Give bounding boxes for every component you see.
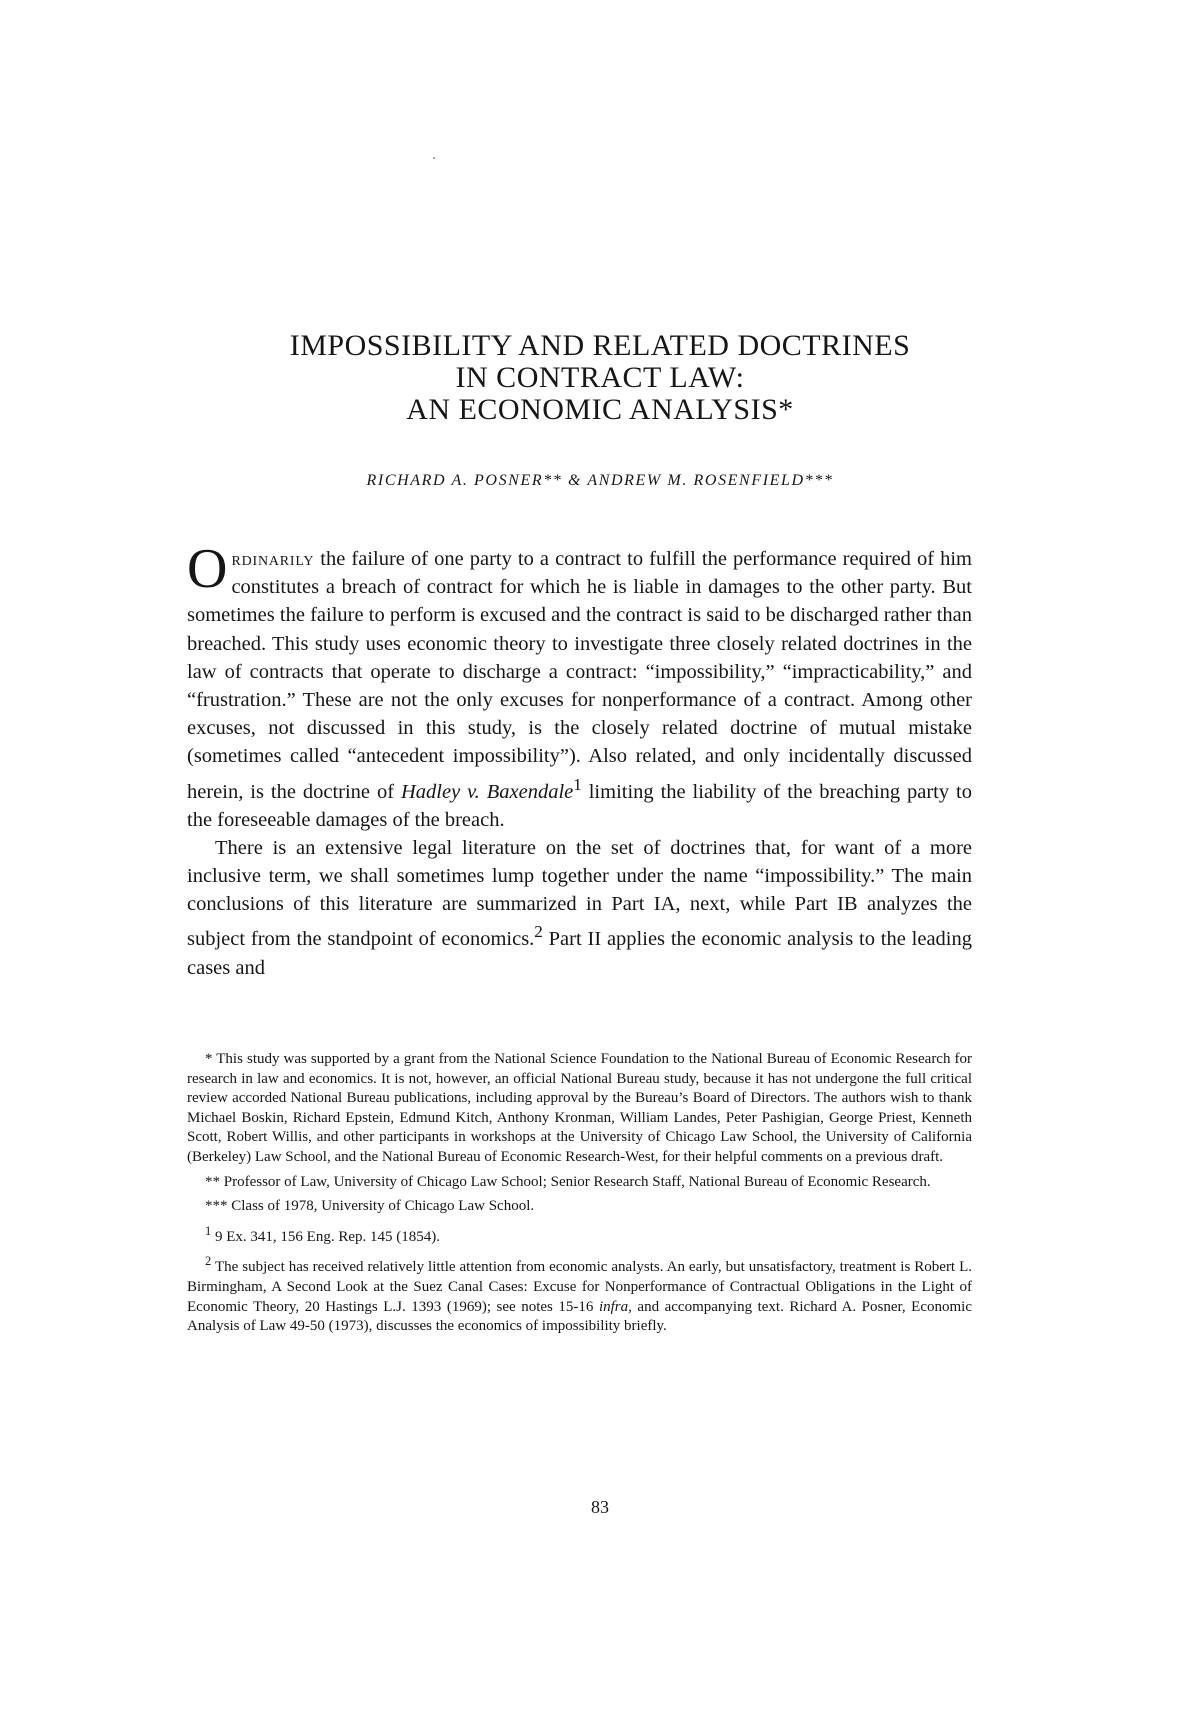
paragraph-2 [187, 834, 972, 982]
paragraph-2-text-b: Part II applies the economic analysis to the leading cases and [187, 928, 972, 979]
footnote-ref-2: 2 [534, 922, 543, 942]
footnote-2-number: 2 [205, 1254, 212, 1269]
paragraph-1-text-a: the failure of one party to a contract to fulfill the performance required of him constitutes a breach of contract for which he is liable in damages to the other party. But sometimes the failure to perform is excused and the contract is said to be discharged rather than breached. This study uses economic theory to investigate three closely related doctrines in the law of contracts that operate to discharge a contract: “impossibility,” “impracticability,” and “frustration.” These are not the only excuses for nonperformance of a contract. Among other excuses, not discussed in this study, is the closely related doctrine of mutual mistake (sometimes called “antecedent impossibility”). Also related, and only incidentally discussed herein, is the doctrine of [187, 548, 972, 803]
drop-cap: O [187, 538, 228, 600]
footnote-star: * This study was supported by a grant from the National Science Foundation to the National Bureau of Economic Research for research in law and economics. It is not, however, an official National Bureau study, because it has not undergone the full critical review accorded National Bureau publications, including approval by the Bureau’s Board of Directors. The authors wish to thank Michael Boskin, Richard Epstein, Edmund Kitch, Anthony Kronman, William Landes, Peter Pashigian, George Priest, Kenneth Scott, Robert Willis, and other participants in workshops at the University of Chicago Law School, the University of California (Berkeley) Law School, and the National Bureau of Economic Research-West, for their helpful comments on a previous draft. [187, 1051, 972, 1165]
footnote-2-infra: infra, [598, 1298, 632, 1315]
footnote-2-text-b: and accompanying text. Richard A. Posner, Economic Analysis of Law 49-50 (1973), discusses the economics of impossibility briefly. [187, 1298, 972, 1335]
title-line-3: AN ECONOMIC ANALYSIS* [406, 393, 794, 426]
footnote-2 [187, 1252, 972, 1336]
paragraph-2-text-a: There is an extensive legal literature on the set of doctrines that, for want of a more inclusive term, we shall sometimes lump together under the name “impossibility.” The main conclusions of this literature are summarized in Part IA, next, while Part IB analyzes the subject from the standpoint of economics. [187, 836, 972, 951]
scan-speck [433, 157, 435, 159]
page-number: 83 [591, 1497, 609, 1517]
footnote-double-star: ** Professor of Law, University of Chicago Law School; Senior Research Staff, National Bureau of Economic Research. [205, 1173, 931, 1190]
article-title [150, 330, 1050, 426]
case-name: Hadley v. Baxendale [400, 780, 574, 803]
footnote-triple-star: *** Class of 1978, University of Chicago Law School. [205, 1198, 535, 1215]
footnote-1-number: 1 [205, 1223, 212, 1238]
footnote-2-text-a: The subject has received relatively little attention from economic analysts. An early, but unsatisfactory, treatment is Robert L. Birmingham, A Second Look at the Suez Canal Cases: Excuse for Nonperformance of Contractual Obligations in the Light of Economic Theory, 20 Hastings L.J. 1393 (1969); see notes 15-16 [187, 1259, 972, 1315]
paragraph-1-text-b: limiting the liability of the breaching party to the foreseeable damages of the breach. [187, 780, 972, 831]
main-text [187, 538, 972, 982]
footnote-1-text: 9 Ex. 341, 156 Eng. Rep. 145 (1854). [211, 1228, 440, 1245]
title-line-1: IMPOSSIBILITY AND RELATED DOCTRINES [289, 329, 911, 362]
title-line-2: IN CONTRACT LAW: [455, 361, 745, 394]
paragraph-1 [187, 538, 972, 834]
footnote-ref-1: 1 [573, 774, 582, 794]
footnote-1 [187, 1222, 972, 1248]
author-byline: RICHARD A. POSNER** & ANDREW M. ROSENFIELD*** [366, 472, 834, 489]
footnotes [187, 1050, 972, 1342]
small-caps-lead: rdinarily [231, 548, 315, 570]
